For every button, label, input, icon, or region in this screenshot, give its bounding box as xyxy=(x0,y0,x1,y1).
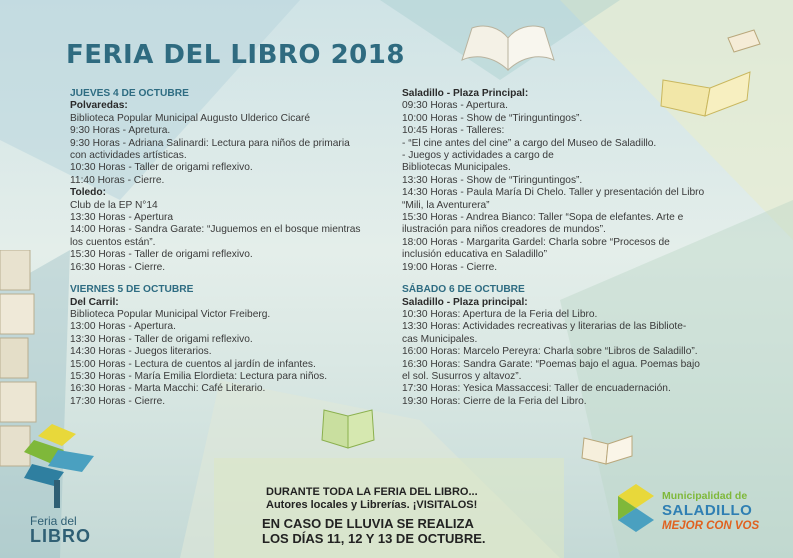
book-tree-icon xyxy=(24,420,104,512)
banner-line-2: Autores locales y Librerías. ¡VISITALOS! xyxy=(266,499,478,511)
schedule-line: el sol. Susurros y altavoz”. xyxy=(402,370,522,382)
schedule-line: 10:30 Horas - Taller de origami reflexivo. xyxy=(70,162,253,174)
schedule-line: 9:30 Horas - Adriana Salinardi: Lectura para niños de primaria xyxy=(70,137,350,149)
schedule-line: 19:30 Horas: Cierre de la Feria del Libro. xyxy=(402,395,587,407)
schedule-line: 13:30 Horas - Taller de origami reflexivo. xyxy=(70,333,253,345)
location-heading: Polvaredas: xyxy=(70,100,128,112)
day-heading: VIERNES 5 DE OCTUBRE xyxy=(70,284,194,296)
banner-line-1: DURANTE TODA LA FERIA DEL LIBRO... xyxy=(266,486,478,498)
schedule-line: 14:00 Horas - Sandra Garate: “Juguemos en el bosque mientras xyxy=(70,224,361,236)
logo-muni-slogan: MEJOR CON VOS xyxy=(662,520,760,532)
schedule-line: 15:30 Horas - Taller de origami reflexivo. xyxy=(70,249,253,261)
schedule-left-column xyxy=(70,88,396,408)
logo-muni-line-2: SALADILLO xyxy=(662,502,753,519)
schedule-line: inclusión educativa en Saladillo” xyxy=(402,249,547,261)
schedule-line: Bibliotecas Municipales. xyxy=(402,162,511,174)
book-icon xyxy=(578,428,638,468)
location-heading: Toledo: xyxy=(70,187,107,199)
logo-feria-line-1: Feria del xyxy=(30,514,77,528)
schedule-line: 13:00 Horas - Apertura. xyxy=(70,321,176,333)
municipalidad-logo xyxy=(614,474,764,544)
feria-del-libro-logo xyxy=(20,420,110,552)
schedule-line: cas Municipales. xyxy=(402,333,478,345)
schedule-line: 9:30 Horas - Apretura. xyxy=(70,125,171,137)
municipal-emblem-icon xyxy=(614,482,660,542)
schedule-line: 16:30 Horas - Marta Macchi: Café Literario. xyxy=(70,383,266,395)
schedule-line: Club de la EP N°14 xyxy=(70,199,158,211)
schedule-line: 18:00 Horas - Margarita Gardel: Charla sobre “Procesos de xyxy=(402,236,670,248)
schedule-line: - Juegos y actividades a cargo de xyxy=(402,150,554,162)
logo-feria-line-2: LIBRO xyxy=(30,526,91,546)
banner-line-4: LOS DÍAS 11, 12 Y 13 DE OCTUBRE. xyxy=(262,531,486,546)
info-banner xyxy=(214,458,564,558)
schedule-line: 17:30 Horas - Cierre. xyxy=(70,395,166,407)
schedule-line: ilustración para niños creadores de mundos”. xyxy=(402,224,606,236)
day-heading: JUEVES 4 DE OCTUBRE xyxy=(70,88,189,99)
schedule-line: - “El cine antes del cine” a cargo del Museo de Saladillo. xyxy=(402,137,657,149)
location-heading: Saladillo - Plaza principal: xyxy=(402,296,528,308)
schedule-line: 15:30 Horas - Andrea Bianco: Taller “Sopa de elefantes. Arte e xyxy=(402,212,684,224)
schedule-line: 16:00 Horas: Marcelo Pereyra: Charla sobre “Libros de Saladillo”. xyxy=(402,346,698,358)
open-book-icon xyxy=(318,404,378,454)
schedule-line: los cuentos están”. xyxy=(70,236,156,248)
schedule-line: 11:40 Horas - Cierre. xyxy=(70,174,165,186)
schedule-line: 10:45 Horas - Talleres: xyxy=(402,125,505,137)
schedule-line: con actividades artísticas. xyxy=(70,150,187,162)
schedule-right-column xyxy=(402,88,732,408)
banner-line-3: EN CASO DE LLUVIA SE REALIZA xyxy=(262,516,474,531)
schedule-line: 10:30 Horas: Apertura de la Feria del Libro. xyxy=(402,308,598,320)
schedule-line: 16:30 Horas - Cierre. xyxy=(70,261,166,273)
schedule-line: 10:00 Horas - Show de “Tiringuntingos”. xyxy=(402,112,583,124)
day-heading: SÁBADO 6 DE OCTUBRE xyxy=(402,284,525,296)
schedule-line: 19:00 Horas - Cierre. xyxy=(402,261,498,273)
open-book-icon xyxy=(458,20,558,80)
schedule-line: 09:30 Horas - Apertura. xyxy=(402,100,508,112)
schedule-line: 13:30 Horas - Apertura xyxy=(70,212,174,224)
schedule-line: 14:30 Horas - Juegos literarios. xyxy=(70,346,212,358)
location-heading: Saladillo - Plaza Principal: xyxy=(402,88,529,99)
schedule-line: Biblioteca Popular Municipal Victor Freiberg. xyxy=(70,308,271,320)
page-title: FERIA DEL LIBRO 2018 xyxy=(66,40,405,70)
book-icon xyxy=(724,26,764,56)
schedule-line: 14:30 Horas - Paula María Di Chelo. Taller y presentación del Libro xyxy=(402,187,705,199)
logo-muni-line-1: Municipalidad de xyxy=(662,490,748,502)
schedule-line: 17:30 Horas: Yesica Massaccesi: Taller de encuadernación. xyxy=(402,383,671,395)
schedule-line: 13:30 Horas: Actividades recreativas y literarias de las Bibliote- xyxy=(402,321,687,333)
schedule-line: “Mili, la Aventurera” xyxy=(402,199,490,211)
schedule-line: 15:00 Horas - Lectura de cuentos al jardín de infantes. xyxy=(70,358,316,370)
location-heading: Del Carril: xyxy=(70,296,119,308)
schedule-line: 16:30 Horas: Sandra Garate: “Poemas bajo el agua. Poemas bajo xyxy=(402,358,700,370)
schedule-line: Biblioteca Popular Municipal Augusto Ulderico Cicaré xyxy=(70,112,311,124)
schedule-line: 13:30 Horas - Show de “Tiringuntingos”. xyxy=(402,174,583,186)
schedule-line: 15:30 Horas - María Emilia Elordieta: Lectura para niños. xyxy=(70,370,328,382)
